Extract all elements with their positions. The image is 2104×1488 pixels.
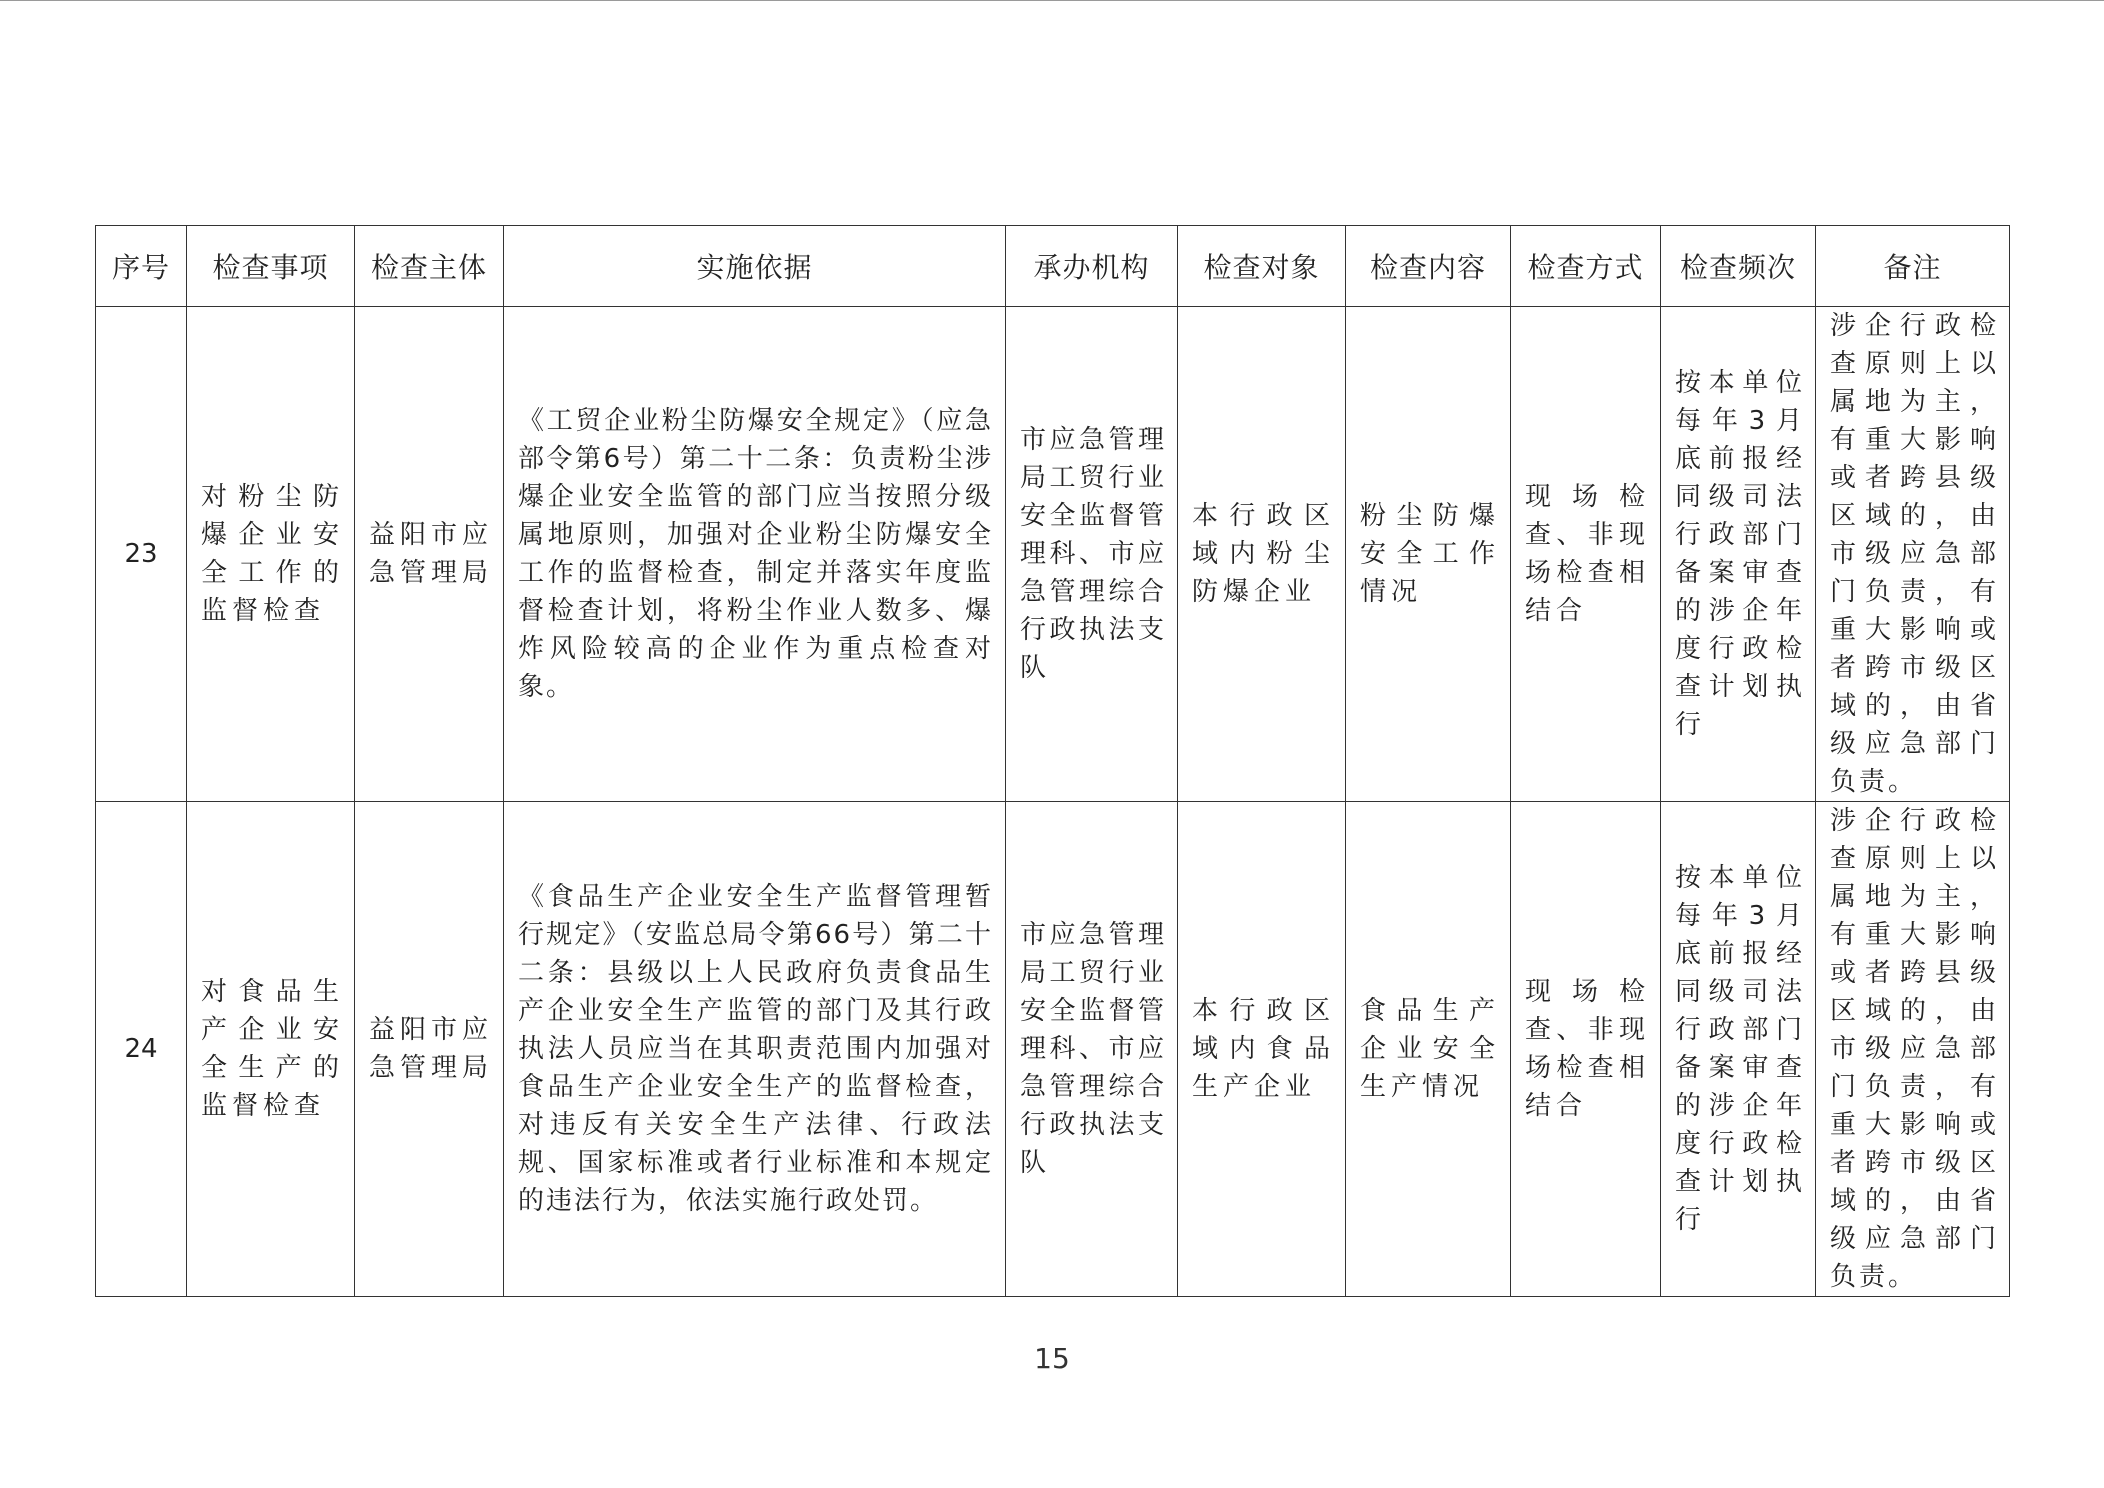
cell-basis: [504, 307, 1006, 802]
cell-remark: [1816, 307, 2010, 802]
cell-frequency: [1661, 307, 1816, 802]
cell-agency: [1006, 307, 1178, 802]
cell-subject: [355, 307, 504, 802]
frequency-text: 按本单位每年3月底前报经同级司法行政部门备案审查的涉企年度行政检查计划执行: [1675, 368, 1805, 740]
cell-subject: [355, 802, 504, 1297]
header-item: 检查事项: [187, 226, 355, 307]
frequency-text: 按本单位每年3月底前报经同级司法行政部门备案审查的涉企年度行政检查计划执行: [1675, 863, 1805, 1235]
content-text: 食品生产企业安全生产情况: [1360, 996, 1500, 1102]
item-text: 对食品生产企业安全生产的监督检查: [201, 977, 344, 1121]
agency-text: 市应急管理局工贸行业安全监督管理科、市应急管理综合行政执法支队: [1020, 920, 1167, 1178]
cell-content: [1346, 802, 1511, 1297]
cell-target: [1178, 307, 1346, 802]
header-method: 检查方式: [1511, 226, 1661, 307]
subject-text: 益阳市应急管理局: [369, 1015, 494, 1083]
remark-text: 涉企行政检查原则上以属地为主，有重大影响或者跨县级区域的，由市级应急部门负责，有重大影响或者跨市级区域的，由省级应急部门负责。: [1830, 806, 1999, 1292]
header-remark: 备注: [1816, 226, 2010, 307]
header-agency: 承办机构: [1006, 226, 1178, 307]
target-text: 本行政区域内食品生产企业: [1192, 996, 1335, 1102]
header-basis: 实施依据: [504, 226, 1006, 307]
cell-remark: [1816, 802, 2010, 1297]
remark-text: 涉企行政检查原则上以属地为主，有重大影响或者跨县级区域的，由市级应急部门负责，有重大影响或者跨市级区域的，由省级应急部门负责。: [1830, 311, 1999, 797]
cell-method: [1511, 307, 1661, 802]
target-text: 本行政区域内粉尘防爆企业: [1192, 501, 1335, 607]
table-header-row: [96, 226, 2010, 307]
method-text: 现场检查、非现场检查相结合: [1525, 482, 1650, 626]
cell-target: [1178, 802, 1346, 1297]
cell-basis: [504, 802, 1006, 1297]
cell-content: [1346, 307, 1511, 802]
basis-text: 《食品生产企业安全生产监督管理暂行规定》（安监总局令第66号）第二十二条：县级以上人民政府负责食品生产企业安全生产监管的部门及其行政执法人员应当在其职责范围内加强对食品生产企业安全生产的监督检查，对违反有关安全生产法律、行政法规、国家标准或者行业标准和本规定的违法行为，依法实施行政处罚。: [518, 882, 993, 1216]
header-seq: 序号: [96, 226, 187, 307]
cell-item: [187, 802, 355, 1297]
cell-frequency: [1661, 802, 1816, 1297]
table-row: [96, 802, 2010, 1297]
basis-text: 《工贸企业粉尘防爆安全规定》（应急部令第6号）第二十二条：负责粉尘涉爆企业安全监管的部门应当按照分级属地原则，加强对企业粉尘防爆安全工作的监督检查，制定并落实年度监督检查计划，将粉尘作业人数多、爆炸风险较高的企业作为重点检查对象。: [518, 406, 993, 702]
cell-method: [1511, 802, 1661, 1297]
page-number: 15: [1034, 1342, 1070, 1375]
header-frequency: 检查频次: [1661, 226, 1816, 307]
seq-value: 23: [124, 539, 158, 569]
cell-seq: [96, 802, 187, 1297]
page-top-rule: [0, 0, 2104, 1]
method-text: 现场检查、非现场检查相结合: [1525, 977, 1650, 1121]
header-target: 检查对象: [1178, 226, 1346, 307]
cell-agency: [1006, 802, 1178, 1297]
seq-value: 24: [124, 1034, 158, 1064]
cell-seq: [96, 307, 187, 802]
content-text: 粉尘防爆安全工作情况: [1360, 501, 1500, 607]
header-subject: 检查主体: [355, 226, 504, 307]
inspection-table: [95, 225, 2010, 1297]
cell-item: [187, 307, 355, 802]
agency-text: 市应急管理局工贸行业安全监督管理科、市应急管理综合行政执法支队: [1020, 425, 1167, 683]
table-row: [96, 307, 2010, 802]
item-text: 对粉尘防爆企业安全工作的监督检查: [201, 482, 344, 626]
header-content: 检查内容: [1346, 226, 1511, 307]
subject-text: 益阳市应急管理局: [369, 520, 494, 588]
